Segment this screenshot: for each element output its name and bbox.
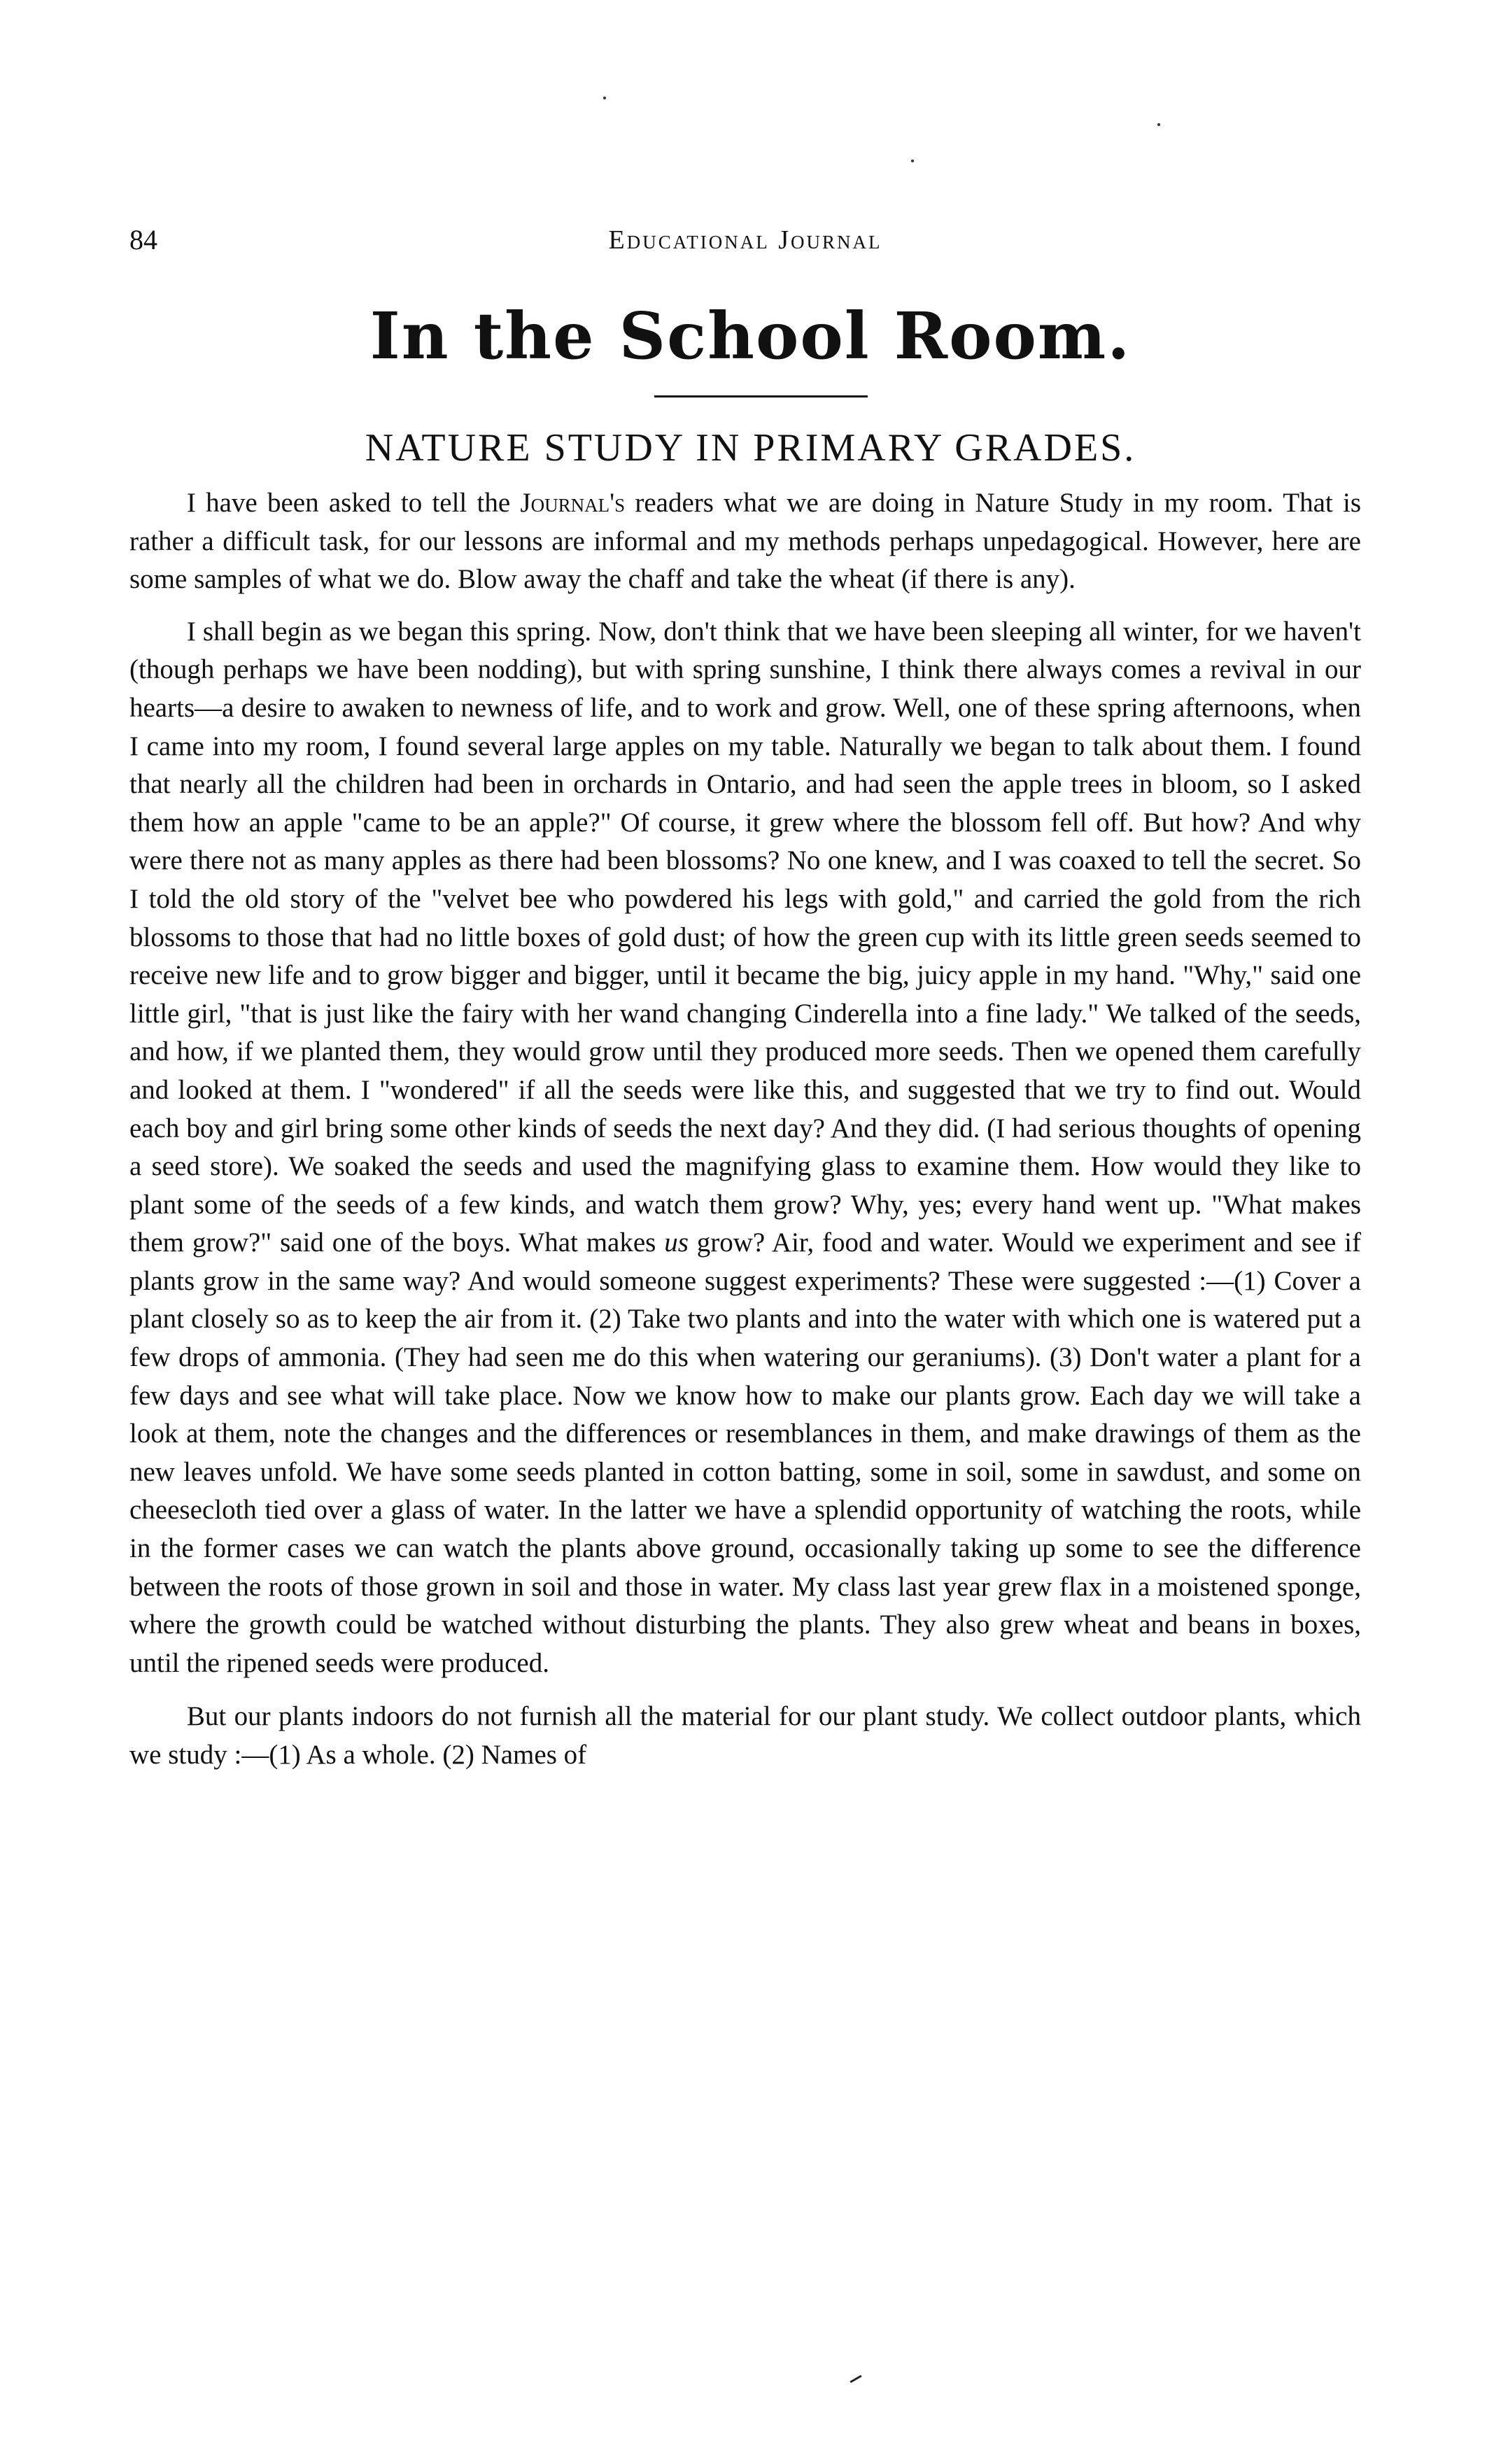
paragraph-text: I shall begin as we began this spring. Now, don't think that we have been sleeping all winter, for we haven't (though perhaps we have been nodding), but with spring sunshine, I think there always comes a revival in our hearts—a desire to awaken to newness of life, and to work and grow. Well, one of these spring afternoons, when I came into my room, I found several large apples on my table. Naturally we began to talk about them. I found that nearly all the children had been in orchards in Ontario, and had seen the apple trees in bloom, so I asked them how an apple "came to be an apple?" Of course, it grew where the blossom fell off. But how? And why were there not as many apples as there had been blossoms? No one knew, and I was coaxed to tell the secret. So I told the old story of the "velvet bee who powdered his legs with gold," and carried the gold from the rich blossoms to those that had no little boxes of gold dust; of how the green cup with its little green seeds seemed to receive new life and to grow bigger and bigger, until it became the big, juicy apple in my hand. "Why," said one little girl, "that is just like the fairy with her wand changing Cinderella into a fine lady." We talked of the seeds, and how, if we planted them, they would grow until they produced more seeds. Then we opened them carefully and looked at them. I "wondered" if all the seeds were like this, and suggested that we try to find out. Would each boy and girl bring some other kinds of seeds the next day? And they did. (I had serious thoughts of opening a seed store). We soaked the seeds and used the magnifying glass to examine them. How would they like to plant some of the seeds of a few kinds, and watch them grow? Why, yes; every hand went up. "What makes them grow?" said one of the boys.: [129, 616, 1361, 1258]
print-speck: [1157, 123, 1160, 126]
paragraph-text: grow? Air, food and water. Would we experiment and see if plants grow in the same way? And would someone suggest experiments? These were suggested :—(1) Cover a plant closely so as to keep the air from it. (2) Take two plants and into the water with which one is watered put a few drops of ammonia. (They had seen me do this when watering our geraniums). (3) Don't water a plant for a few days and see what will take place. Now we know how to make our plants grow. Each day we will take a look at them, note the changes and the differences or resemblances in them, and make drawings of them as the new leaves unfold. We have some seeds planted in cotton batting, some in soil, some in sawdust, and some on cheesecloth tied over a glass of water. In the latter we have a splendid opportunity of watching the roots, while in the former cases we can watch the plants above ground, occasionally taking up some to see the difference between the roots of those grown in soil and those in water. My class last year grew flax in a moistened sponge, where the growth could be watched without disturbing the plants. They also grew wheat and beans in boxes, until the ripened seeds were produced.: [129, 1227, 1361, 1678]
paragraph-text: I have been asked to tell the: [186, 488, 521, 518]
journal-name: Educational Journal: [608, 225, 882, 255]
article-heading: NATURE STUDY IN PRIMARY GRADES.: [365, 426, 1136, 470]
title-rule: [654, 395, 868, 397]
article-body: [129, 484, 1361, 1775]
print-mark: [850, 2375, 861, 2384]
paragraph-text: But our plants indoors do not furnish all the material for our plant study. We collect outdoor plants, which we study :—(1) As a whole. (2) Names of: [129, 1701, 1361, 1770]
journal-reference: Journal's: [520, 488, 626, 518]
paragraph-text: readers what we are doing in Nature Study in my room. That is rather a difficult task, for our lessons are informal and my methods perhaps unpedagogical. However, here are some samples of what we do. Blow away the chaff and take the wheat (if there is any).: [129, 488, 1361, 595]
print-speck: [911, 160, 914, 162]
paragraph-intro: [129, 484, 1361, 599]
paragraph-spring-lesson: [129, 613, 1361, 1683]
paragraph-outdoor-plants: [129, 1698, 1361, 1774]
running-head: [129, 223, 1361, 258]
print-speck: [603, 97, 606, 99]
page-number: 84: [129, 224, 157, 255]
paragraph-text: What makes: [511, 1227, 665, 1258]
emphasis-text: us: [664, 1227, 689, 1258]
section-title: In the School Room.: [369, 298, 1132, 374]
